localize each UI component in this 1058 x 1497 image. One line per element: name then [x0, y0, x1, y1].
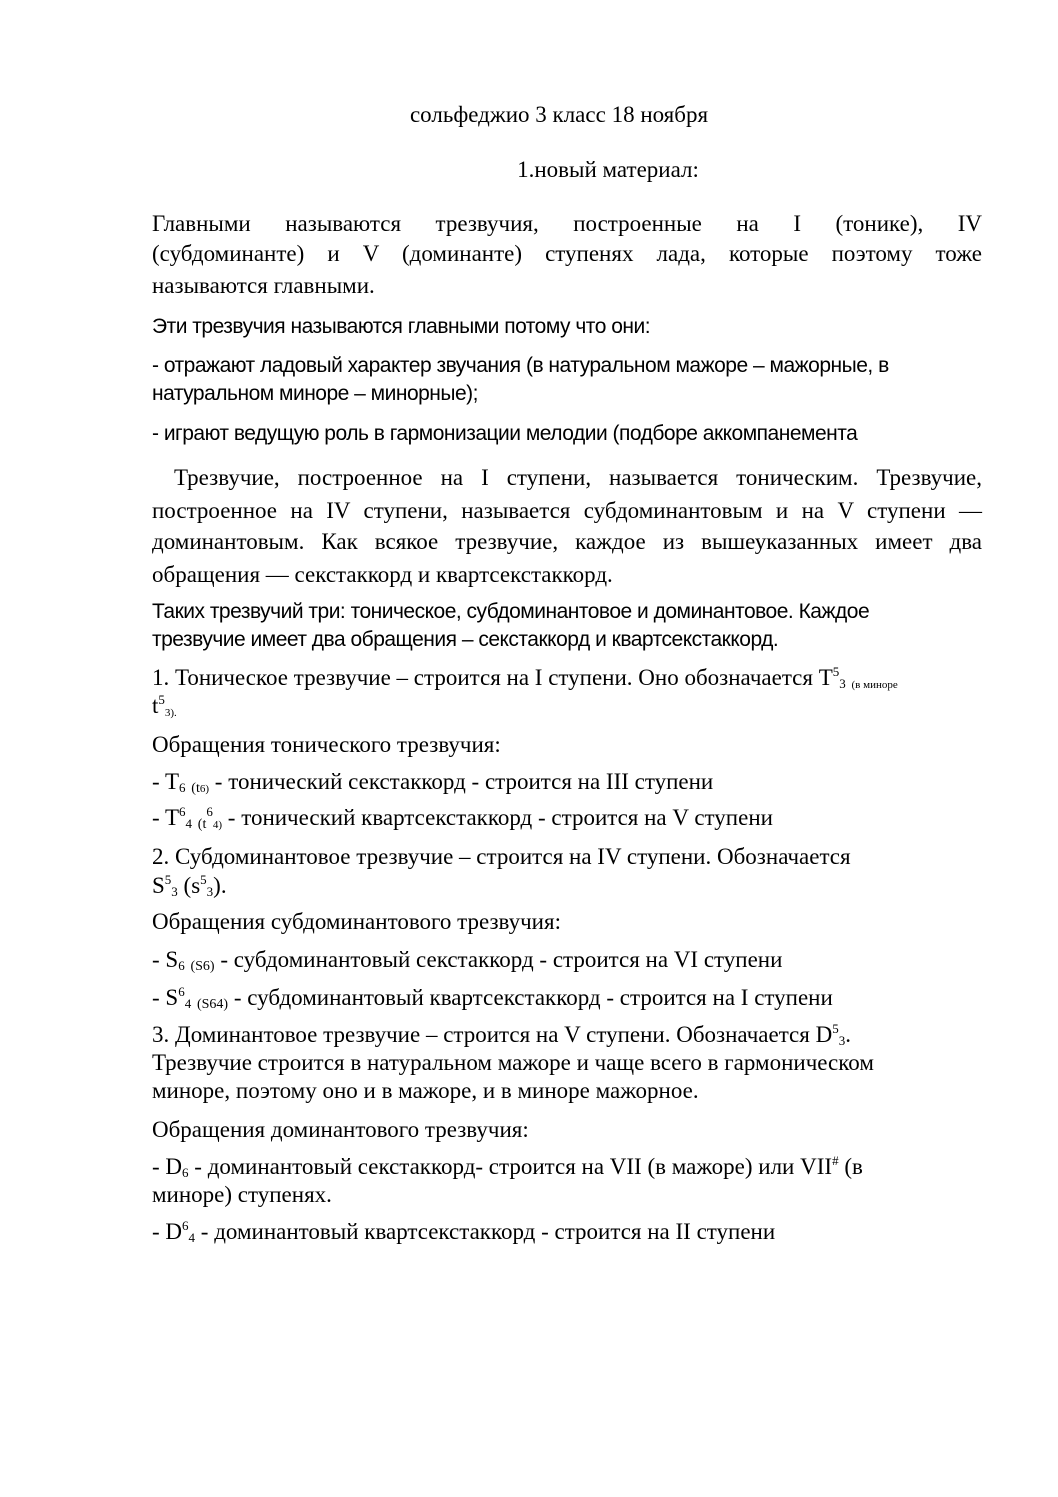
list-item-continuation: натуральном миноре – минорные); [152, 382, 479, 405]
paragraph-line: (субдоминанте) и V (доминанте) ступенях лада, которые поэтому тоже [152, 241, 982, 266]
list-item: - $D_6$ - доминантовый секстаккорд- строится на VII (в мажоре) или VII# (в [152, 1153, 863, 1180]
list-item: - $S_6$ (S6) - субдоминантовый секстаккорд - строится на VI ступени [152, 947, 783, 974]
paragraph-line: Трезвучие, построенное на I ступени, называется тоническим. Трезвучие, [174, 465, 982, 490]
dominant-heading: 3. Доминантовое трезвучие – строится на V ступени. Обозначается $D^5_3$. [152, 1021, 851, 1048]
list-item: - отражают ладовый характер звучания (в натуральном мажоре – мажорные, в [152, 354, 889, 377]
paragraph-line: миноре, поэтому оно и в мажоре, и в миноре мажорное. [152, 1078, 699, 1103]
paragraph-line: обращения — секстаккорд и квартсекстаккорд. [152, 562, 613, 587]
tonic-inversions-title: Обращения тонического трезвучия: [152, 732, 501, 757]
tonic-heading: 1. Тоническое трезвучие – строится на I ступени. Оно обозначается $T^5_3$ (в миноре [152, 664, 898, 691]
list-item-continuation: миноре) ступенях. [152, 1182, 332, 1207]
paragraph-line: построенное на IV ступени, называется субдоминантовым и на V ступени — [152, 498, 982, 523]
subdominant-heading: 2. Субдоминантовое трезвучие – строится на IV ступени. Обозначается [152, 844, 851, 869]
list-item: - $S^6_4$ (S64) - субдоминантовый квартсекстаккорд - строится на I ступени [152, 984, 833, 1012]
paragraph-line: Трезвучие строится в натуральном мажоре и чаще всего в гармоническом [152, 1050, 874, 1075]
paragraph-line: Таких трезвучий три: тоническое, субдоминантовое и доминантовое. Каждое [152, 600, 870, 623]
paragraph-line: Главными называются трезвучия, построенные на I (тонике), IV [152, 211, 982, 236]
document-title: сольфеджио 3 класс 18 ноября [409, 102, 709, 127]
subdominant-heading-continuation: $S^5_3$ $(s^5_3)$. [152, 872, 227, 899]
paragraph-line: доминантовым. Как всякое трезвучие, каждое из вышеуказанных имеет два [152, 529, 982, 554]
list-item: - $T^6_4$ $(t^64)$ - тонический квартсекстаккорд - строится на V ступени [152, 804, 773, 832]
list-item: - $D^6_4$ - доминантовый квартсекстаккорд - строится на II ступени [152, 1218, 776, 1245]
list-item: - играют ведущую роль в гармонизации мелодии (подборе аккомпанемента [152, 422, 858, 445]
section-heading: 1.новый материал: [517, 157, 699, 182]
subdominant-inversions-title: Обращения субдоминантового трезвучия: [152, 909, 561, 934]
tonic-heading-continuation: $t^53$). [152, 692, 177, 719]
paragraph-line: Эти трезвучия называются главными потому что они: [152, 315, 651, 338]
list-item: - $T_6$ ($t_{6)}$ - тонический секстаккорд - строится на III ступени [152, 769, 714, 796]
dominant-inversions-title: Обращения доминантового трезвучия: [152, 1117, 529, 1142]
paragraph-line: называются главными. [152, 273, 375, 298]
paragraph-line: трезвучие имеет два обращения – секстаккорд и квартсекстаккорд. [152, 628, 779, 651]
